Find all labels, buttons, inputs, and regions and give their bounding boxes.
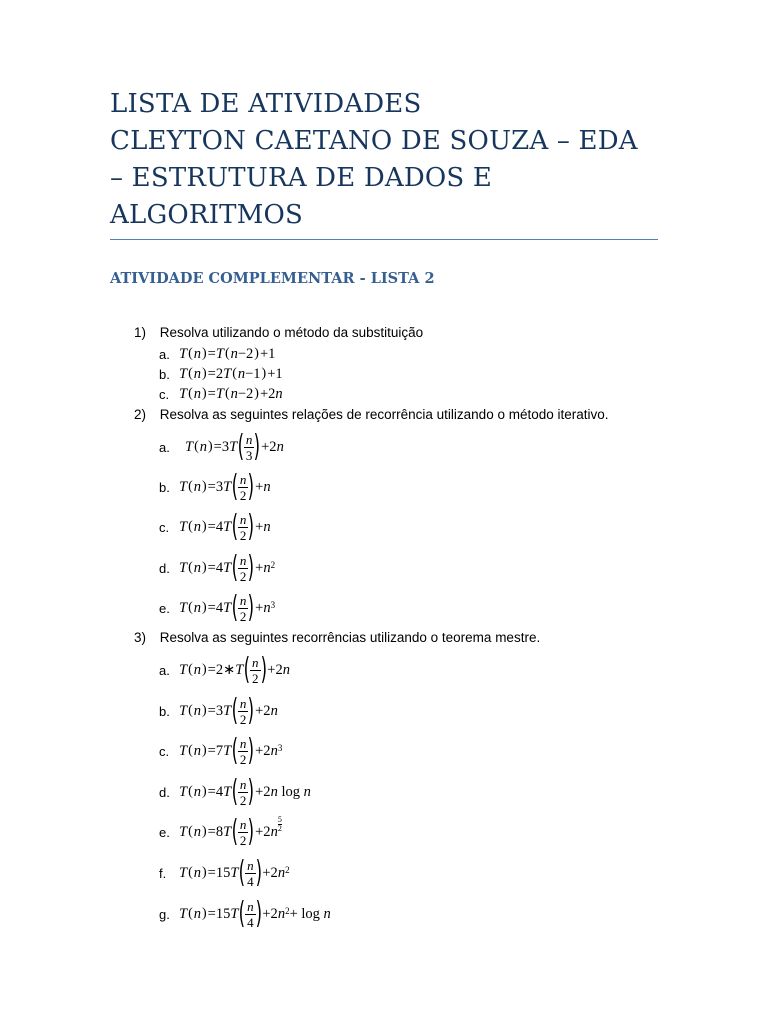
title-line: LISTA DE ATIVIDADES [110,89,422,119]
question-number: 1) [134,325,147,340]
equation: T ( n ) =4 T ( n 2 ) + n $^2$ [179,550,276,585]
equation-item [159,772,311,812]
document-title [110,86,670,234]
question-text: Resolva as seguintes relações de recorrência utilizando o método iterativo. [159,407,609,422]
item-letter: b. [159,366,170,382]
question-3 [134,630,540,645]
equation-item [159,812,282,852]
title-line: CLEYTON CAETANO DE SOUZA – EDA [110,126,638,156]
equation: T ( n ) =7 T ( n 2 ) +2 n $^3$ [179,733,283,768]
item-letter: c. [159,386,170,402]
equation-item [159,467,271,507]
equation: T ( n ) =3 T ( n 2 ) + n [179,469,271,504]
item-letter: d. [159,560,170,576]
equation: T ( n ) =3 T ( n 3 ) +2 n [185,429,284,464]
equation-item [159,894,331,934]
item-letter: c. [159,743,170,759]
item-letter: a. [159,439,170,455]
equation-item [159,344,275,364]
equation: T ( n ) =2 T ( n −1 ) +1 [179,365,283,382]
item-letter: f. [159,865,167,881]
equation: T ( n ) =3 T ( n 2 ) +2 n [179,693,278,728]
equation: T ( n ) = T ( n −2 ) +1 [179,345,276,362]
section-heading: ATIVIDADE COMPLEMENTAR - LISTA 2 [110,270,435,287]
equation: T ( n ) =4 T ( n 2 ) + n $^3$ [179,590,276,625]
question-2 [134,407,609,422]
equation-item [159,364,283,384]
equation: T ( n ) =15 T ( n 4 ) +2 n $^2$ [179,855,290,890]
question-text: Resolva as seguintes recorrências utilizando o teorema mestre. [159,630,541,645]
title-line: – ESTRUTURA DE DADOS E [110,163,493,193]
equation: T ( n ) =8 T ( n 2 ) +2 n 5 2 [179,814,282,849]
equation: T ( n ) =15 T ( n 4 ) +2 n $^2$ + log n [179,896,331,931]
item-letter: b. [159,703,170,719]
item-letter: d. [159,784,170,800]
question-number: 2) [134,407,147,422]
question-1 [134,325,423,340]
equation-item [159,853,290,893]
equation: T ( n ) = T ( n −2 ) +2 n [179,385,283,402]
item-letter: a. [159,662,170,678]
question-number: 3) [134,630,147,645]
item-letter: a. [159,346,170,362]
item-letter: g. [159,906,170,922]
equation-item [159,731,282,771]
equation: T ( n ) =2∗ T ( n 2 ) +2 n [179,652,290,687]
equation-item [159,384,283,404]
item-letter: b. [159,479,170,495]
equation-item [159,507,271,547]
equation-item [159,588,275,628]
question-text: Resolva utilizando o método da substituição [159,325,424,340]
equation-item [159,548,275,588]
equation-item [159,427,284,467]
equation: T ( n ) =4 T ( n 2 ) + n [179,509,271,544]
item-letter: e. [159,824,170,840]
equation-item [159,691,278,731]
equation: T ( n ) =4 T ( n 2 ) +2 n log n [179,774,311,809]
title-divider [110,239,658,240]
item-letter: c. [159,519,170,535]
equation-item [159,650,290,690]
title-line: ALGORITMOS [110,200,304,230]
item-letter: e. [159,600,170,616]
